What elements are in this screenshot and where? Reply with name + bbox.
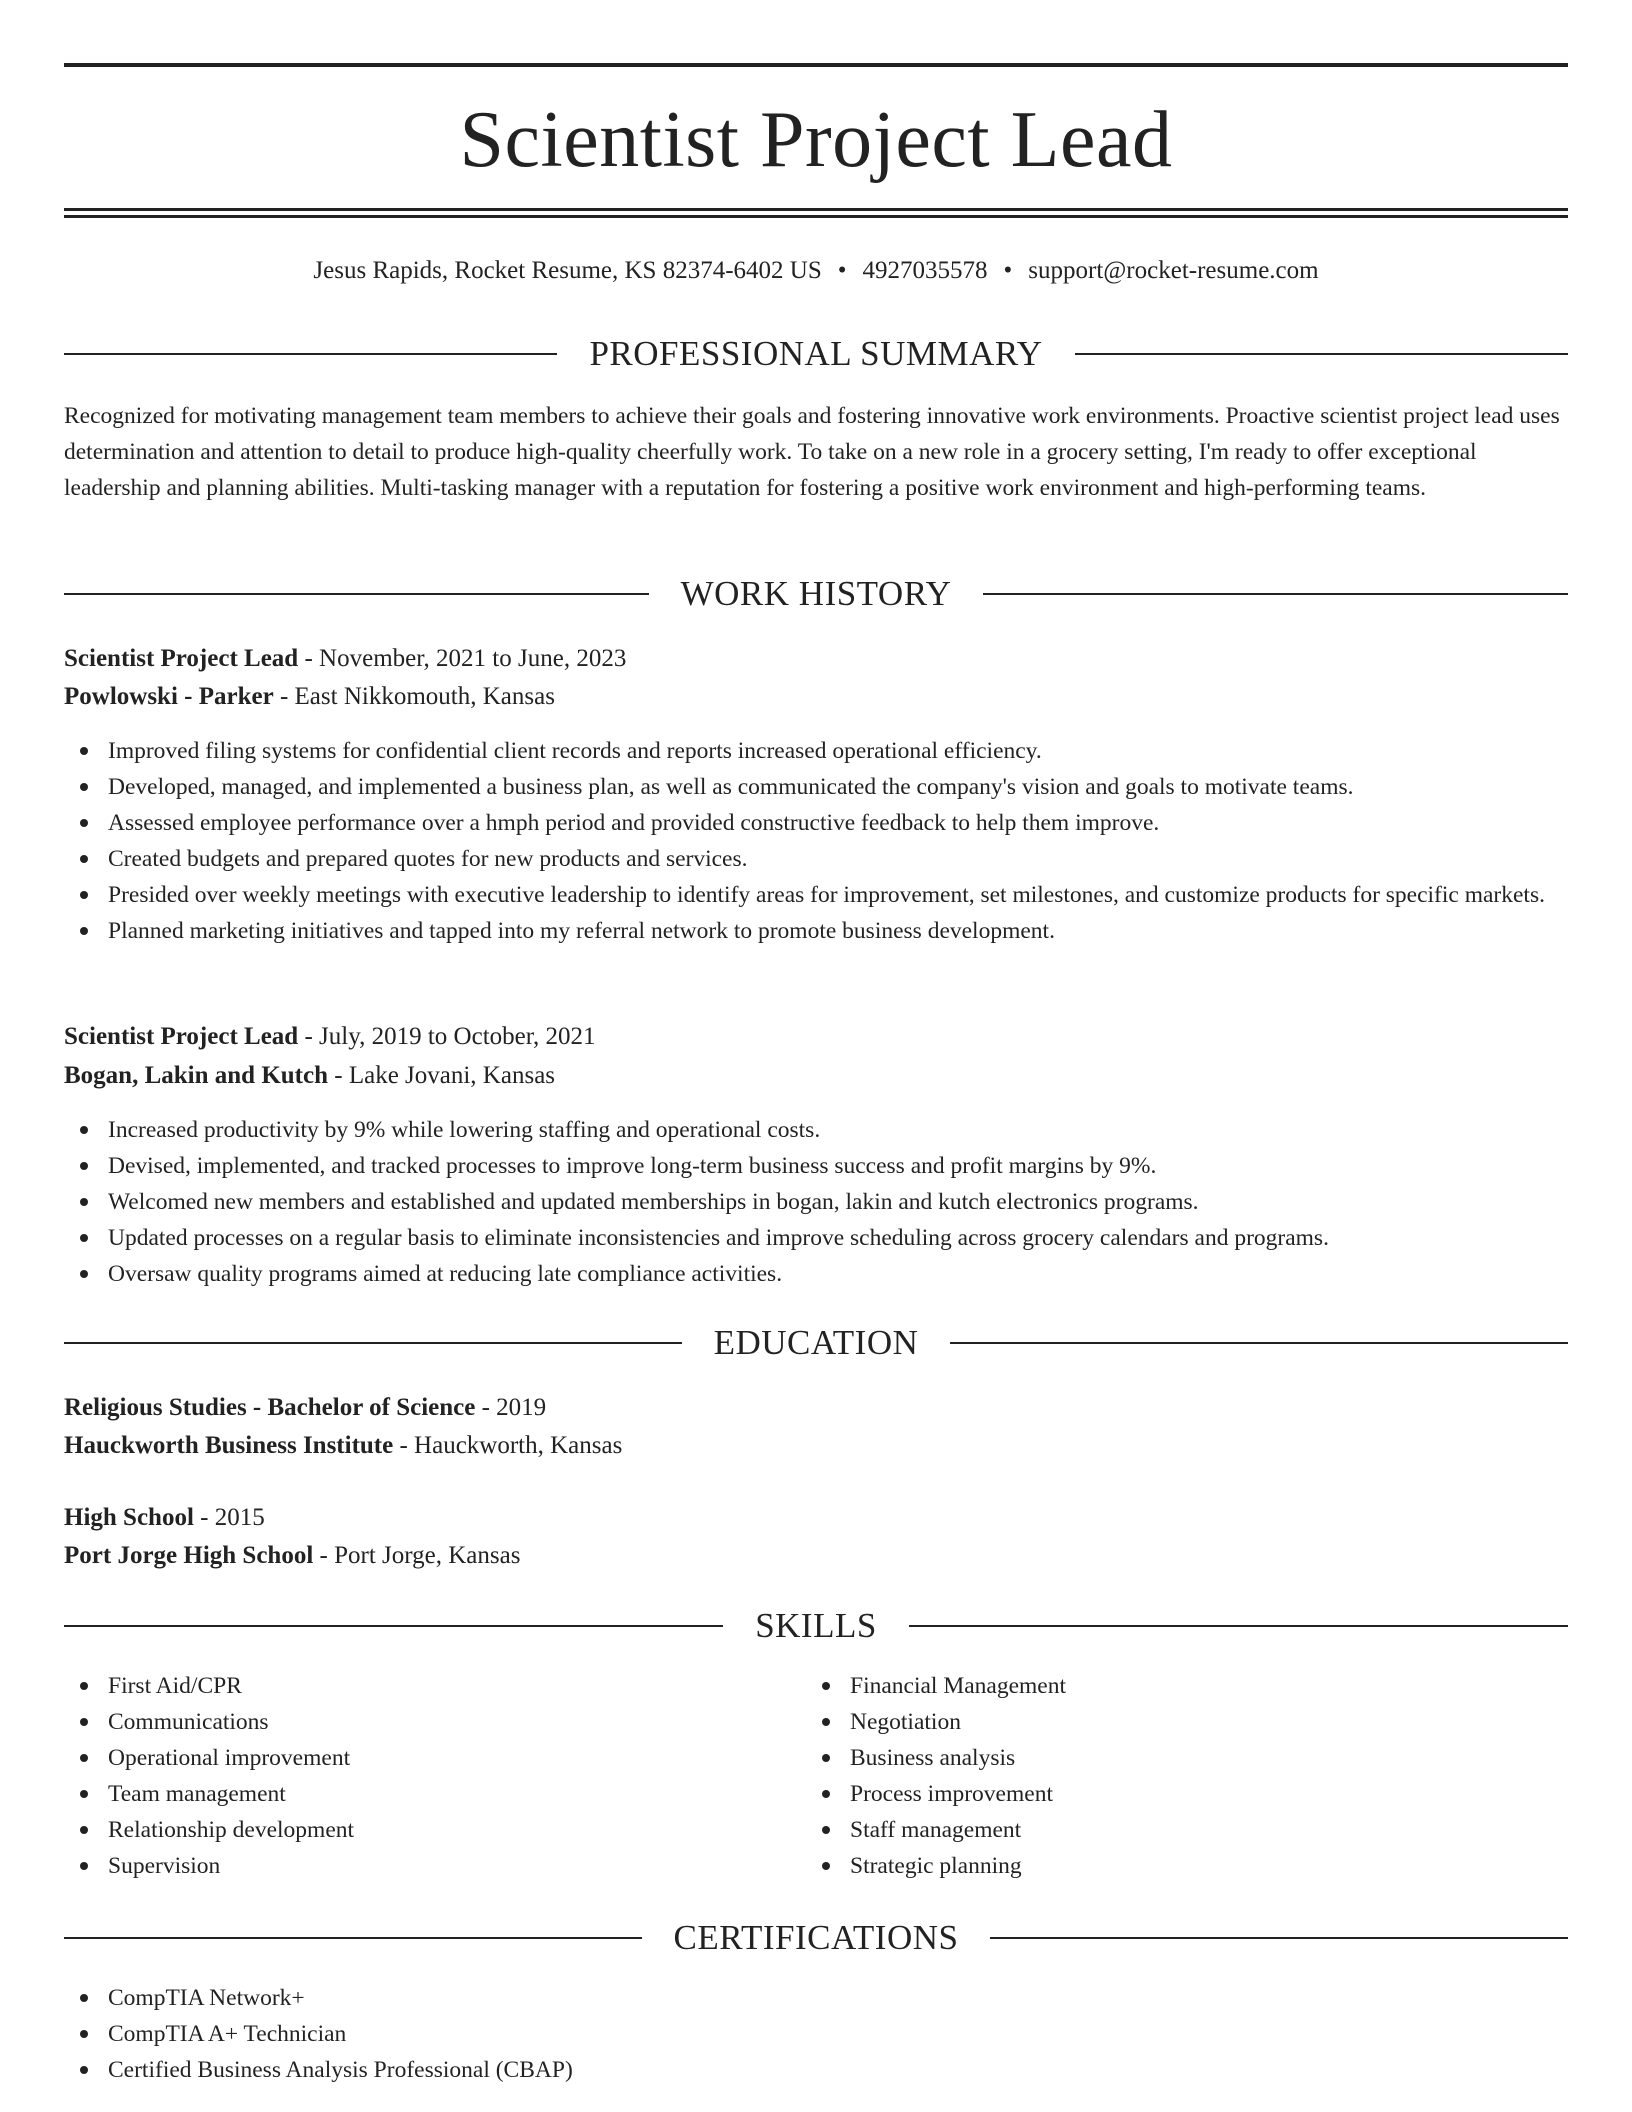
job-2-bullets <box>64 1112 1568 1292</box>
certifications-list <box>64 1980 1568 2088</box>
list-item: CompTIA Network+ <box>64 1980 1568 2016</box>
list-item: CompTIA A+ Technician <box>64 2016 1568 2052</box>
section-rule-right <box>950 1342 1568 1344</box>
list-item: Developed, managed, and implemented a business plan, as well as communicated the company's vision and goals to motivate teams. <box>64 769 1568 805</box>
job-2-title-line <box>64 1019 1568 1055</box>
section-rule-left <box>64 1937 642 1939</box>
education-1-location: - Hauckworth, Kansas <box>393 1432 623 1459</box>
job-2-role: Scientist Project Lead <box>64 1023 299 1050</box>
education-2-school: Port Jorge High School <box>64 1542 314 1569</box>
list-item: Updated processes on a regular basis to eliminate inconsistencies and improve scheduling across grocery calendars and programs. <box>64 1220 1568 1256</box>
list-item: Supervision <box>64 1848 764 1884</box>
list-item: Improved filing systems for confidential client records and reports increased operational efficiency. <box>64 733 1568 769</box>
top-rule <box>64 63 1568 67</box>
section-title-work: WORK HISTORY <box>680 574 952 613</box>
section-title-summary: PROFESSIONAL SUMMARY <box>589 334 1043 373</box>
education-1-degree: Religious Studies - Bachelor of Science <box>64 1394 476 1421</box>
job-1-bullets <box>64 733 1568 949</box>
section-rule-left <box>64 593 649 595</box>
job-2-dates: - July, 2019 to October, 2021 <box>298 1023 596 1050</box>
list-item: Team management <box>64 1776 764 1812</box>
education-1-school-line <box>64 1428 1568 1464</box>
education-2-location: - Port Jorge, Kansas <box>313 1542 521 1569</box>
section-rule-left <box>64 1625 723 1627</box>
list-item: Strategic planning <box>806 1848 1506 1884</box>
education-2-school-line <box>64 1538 1568 1574</box>
list-item: Devised, implemented, and tracked processes to improve long-term business success and profit margins by 9%. <box>64 1148 1568 1184</box>
section-title-education: EDUCATION <box>713 1323 919 1362</box>
section-rule-right <box>983 593 1568 595</box>
job-2-company-line <box>64 1058 1568 1094</box>
job-1-location: - East Nikkomouth, Kansas <box>273 683 555 710</box>
section-title-skills: SKILLS <box>755 1606 877 1645</box>
list-item: Negotiation <box>806 1704 1506 1740</box>
job-1-company: Powlowski - Parker <box>64 683 274 710</box>
job-1-role: Scientist Project Lead <box>64 645 299 672</box>
education-1-year: - 2019 <box>475 1394 547 1421</box>
list-item: Business analysis <box>806 1740 1506 1776</box>
list-item: Increased productivity by 9% while lowering staffing and operational costs. <box>64 1112 1568 1148</box>
section-header-certifications <box>64 1918 1568 1958</box>
section-rule-right <box>990 1937 1568 1939</box>
section-header-summary <box>64 334 1568 374</box>
header-double-rule-upper <box>64 208 1568 211</box>
skills-list-right <box>806 1668 1506 1884</box>
header-double-rule-lower <box>64 215 1568 218</box>
contact-email: support@rocket-resume.com <box>1028 257 1319 284</box>
education-1-school: Hauckworth Business Institute <box>64 1432 394 1459</box>
education-1-degree-line <box>64 1390 1568 1426</box>
section-header-work <box>64 574 1568 614</box>
summary-text: Recognized for motivating management team members to achieve their goals and fostering innovative work environments. Proactive scientist project lead uses determination and attention to detail to produce high-quality cheerfully work. To take on a new role in a grocery setting, I'm ready to offer exceptional leadership and planning abilities. Multi-tasking manager with a reputation for fostering a positive work environment and high-performing teams. <box>64 403 1560 501</box>
contact-separator: • <box>1003 257 1013 284</box>
list-item: First Aid/CPR <box>64 1668 764 1704</box>
education-2-degree-line <box>64 1500 1568 1536</box>
section-rule-left <box>64 353 557 355</box>
list-item: Planned marketing initiatives and tapped into my referral network to promote business development. <box>64 913 1568 949</box>
section-title-certifications: CERTIFICATIONS <box>673 1918 959 1957</box>
list-item: Operational improvement <box>64 1740 764 1776</box>
section-header-skills <box>64 1606 1568 1646</box>
list-item: Assessed employee performance over a hmph period and provided constructive feedback to help them improve. <box>64 805 1568 841</box>
section-header-education <box>64 1323 1568 1363</box>
contact-line <box>64 254 1568 288</box>
contact-separator: • <box>837 257 847 284</box>
list-item: Staff management <box>806 1812 1506 1848</box>
job-1-dates: - November, 2021 to June, 2023 <box>298 645 627 672</box>
list-item: Certified Business Analysis Professional (CBAP) <box>64 2052 1568 2088</box>
skills-list-left <box>64 1668 764 1884</box>
job-2-location: - Lake Jovani, Kansas <box>328 1062 556 1089</box>
job-1-company-line <box>64 679 1568 715</box>
list-item: Oversaw quality programs aimed at reducing late compliance activities. <box>64 1256 1568 1292</box>
section-rule-left <box>64 1342 682 1344</box>
section-rule-right <box>909 1625 1568 1627</box>
job-2-company: Bogan, Lakin and Kutch <box>64 1062 328 1089</box>
list-item: Relationship development <box>64 1812 764 1848</box>
contact-phone: 4927035578 <box>862 257 988 284</box>
list-item: Financial Management <box>806 1668 1506 1704</box>
candidate-name: Scientist Project Lead <box>459 96 1173 184</box>
list-item: Presided over weekly meetings with executive leadership to identify areas for improvement, set milestones, and customize products for specific markets. <box>64 877 1568 913</box>
list-item: Created budgets and prepared quotes for new products and services. <box>64 841 1568 877</box>
section-rule-right <box>1075 353 1568 355</box>
job-1-title-line <box>64 641 1568 677</box>
list-item: Welcomed new members and established and updated memberships in bogan, lakin and kutch electronics programs. <box>64 1184 1568 1220</box>
list-item: Process improvement <box>806 1776 1506 1812</box>
list-item: Communications <box>64 1704 764 1740</box>
contact-address: Jesus Rapids, Rocket Resume, KS 82374-6402 US <box>313 257 822 284</box>
education-2-year: - 2015 <box>193 1504 265 1531</box>
education-2-degree: High School <box>64 1504 194 1531</box>
